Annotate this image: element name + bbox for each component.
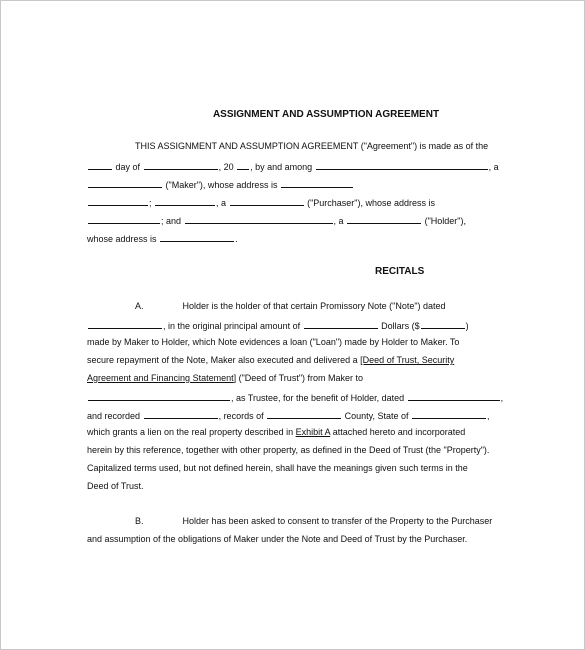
recital-a-line-9	[87, 445, 489, 456]
recital-a-dollars-text: Dollars ($	[381, 321, 420, 331]
holder-address-blank[interactable]	[160, 232, 234, 242]
intro-holder-text: ("Holder"),	[424, 216, 466, 226]
recital-a-line-1	[135, 301, 446, 312]
recital-a-text-4: secure repayment of the Note, Maker also executed and delivered a	[87, 355, 358, 365]
year-blank[interactable]	[237, 160, 249, 170]
intro-maker-text: ("Maker"), whose address is	[165, 180, 278, 190]
recital-a-label: A.	[135, 301, 144, 311]
holder-name-blank[interactable]	[185, 214, 333, 224]
recital-b-text-2: and assumption of the obligations of Maker under the Note and Deed of Trust by the Purchaser.	[87, 534, 468, 544]
recital-a-comma-2: ,	[487, 411, 490, 421]
deed-of-trust-link[interactable]: [Deed of Trust, Security	[360, 355, 455, 365]
holder-entity-blank[interactable]	[347, 214, 421, 224]
recital-a-text-1: Holder is the holder of that certain Promissory Note ("Note") dated	[182, 301, 446, 311]
maker-entity-blank[interactable]	[88, 178, 162, 188]
recital-a-line-11	[87, 481, 144, 492]
recital-a-line-6	[87, 391, 503, 404]
purchaser-entity-blank[interactable]	[230, 196, 304, 206]
recital-a-records-text: , records of	[218, 411, 264, 421]
intro-line-3	[87, 178, 354, 191]
principal-words-blank[interactable]	[304, 319, 378, 329]
intro-line-6	[87, 232, 238, 245]
recital-a-text-11: Deed of Trust.	[87, 481, 144, 491]
intro-line-5	[87, 214, 466, 227]
maker-name-blank[interactable]	[316, 160, 488, 170]
recital-a-text-8b: attached hereto and incorporated	[332, 427, 466, 437]
deed-date-blank[interactable]	[408, 391, 500, 401]
day-blank[interactable]	[88, 160, 112, 170]
month-blank[interactable]	[144, 160, 218, 170]
exhibit-a-link[interactable]: Exhibit A	[295, 427, 331, 437]
recital-a-line-4	[87, 355, 454, 366]
recital-b-line-1	[135, 516, 492, 527]
recitals-heading: RECITALS	[375, 266, 425, 277]
intro-a-text-2: , a	[216, 198, 227, 208]
recital-a-line-3	[87, 337, 459, 348]
recital-b-label: B.	[135, 516, 144, 526]
recital-b-text-1: Holder has been asked to consent to transfer of the Property to the Purchaser	[182, 516, 493, 526]
recital-a-text-5: ] ("Deed of Trust") from Maker to	[233, 373, 364, 383]
recital-a-line-5	[87, 373, 363, 384]
intro-text-1: THIS ASSIGNMENT AND ASSUMPTION AGREEMENT ("Agreement") is made as of the	[135, 141, 489, 151]
intro-line-2	[87, 160, 499, 173]
intro-purchaser-text: ("Purchaser"), whose address is	[307, 198, 436, 208]
recital-a-line-8	[87, 427, 465, 438]
purchaser-name-blank[interactable]	[155, 196, 215, 206]
recital-a-paren: )	[465, 321, 469, 331]
recital-b-line-2	[87, 534, 467, 545]
financing-statement-link[interactable]: Agreement and Financing Statement	[87, 373, 234, 383]
recital-a-text-6: , as Trustee, for the benefit of Holder, dated	[231, 393, 405, 403]
trustee-blank[interactable]	[88, 391, 230, 401]
recital-a-recorded-text: and recorded	[87, 411, 141, 421]
recital-a-text-2: , in the original principal amount of	[163, 321, 301, 331]
maker-address-cont-blank[interactable]	[88, 196, 148, 206]
state-blank[interactable]	[412, 409, 486, 419]
note-date-blank[interactable]	[88, 319, 162, 329]
recital-a-line-2	[87, 319, 469, 332]
recital-a-comma-1: ,	[500, 393, 504, 403]
intro-year-text: , 20	[218, 162, 234, 172]
intro-a-text-3: , a	[333, 216, 344, 226]
intro-and-text: ; and	[161, 216, 182, 226]
intro-holder-address-text: whose address is	[87, 234, 157, 244]
recital-a-text-9: herein by this reference, together with other property, as defined in the Deed of Trust (the "Property").	[87, 445, 490, 455]
principal-amount-blank[interactable]	[421, 319, 465, 329]
intro-line-4	[87, 196, 435, 209]
intro-a-text-1: , a	[488, 162, 499, 172]
recital-a-line-7	[87, 409, 490, 422]
recital-a-line-10	[87, 463, 468, 474]
recital-a-text-10: Capitalized terms used, but not defined herein, shall have the meanings given such terms in the	[87, 463, 468, 473]
intro-line-1	[135, 141, 488, 152]
intro-period: .	[235, 234, 238, 244]
maker-address-blank[interactable]	[281, 178, 353, 188]
intro-among-text: , by and among	[250, 162, 313, 172]
recorded-blank[interactable]	[144, 409, 218, 419]
recital-a-county-text: County, State of	[344, 411, 409, 421]
county-blank[interactable]	[267, 409, 341, 419]
intro-day-text: day of	[115, 162, 141, 172]
document-title: ASSIGNMENT AND ASSUMPTION AGREEMENT	[212, 109, 440, 120]
recital-a-text-3: made by Maker to Holder, which Note evidences a loan ("Loan") made by Holder to Maker. To	[87, 337, 460, 347]
purchaser-address-blank[interactable]	[88, 214, 160, 224]
recital-a-text-8: which grants a lien on the real property described in	[87, 427, 294, 437]
intro-semicolon-1: ;	[149, 198, 152, 208]
